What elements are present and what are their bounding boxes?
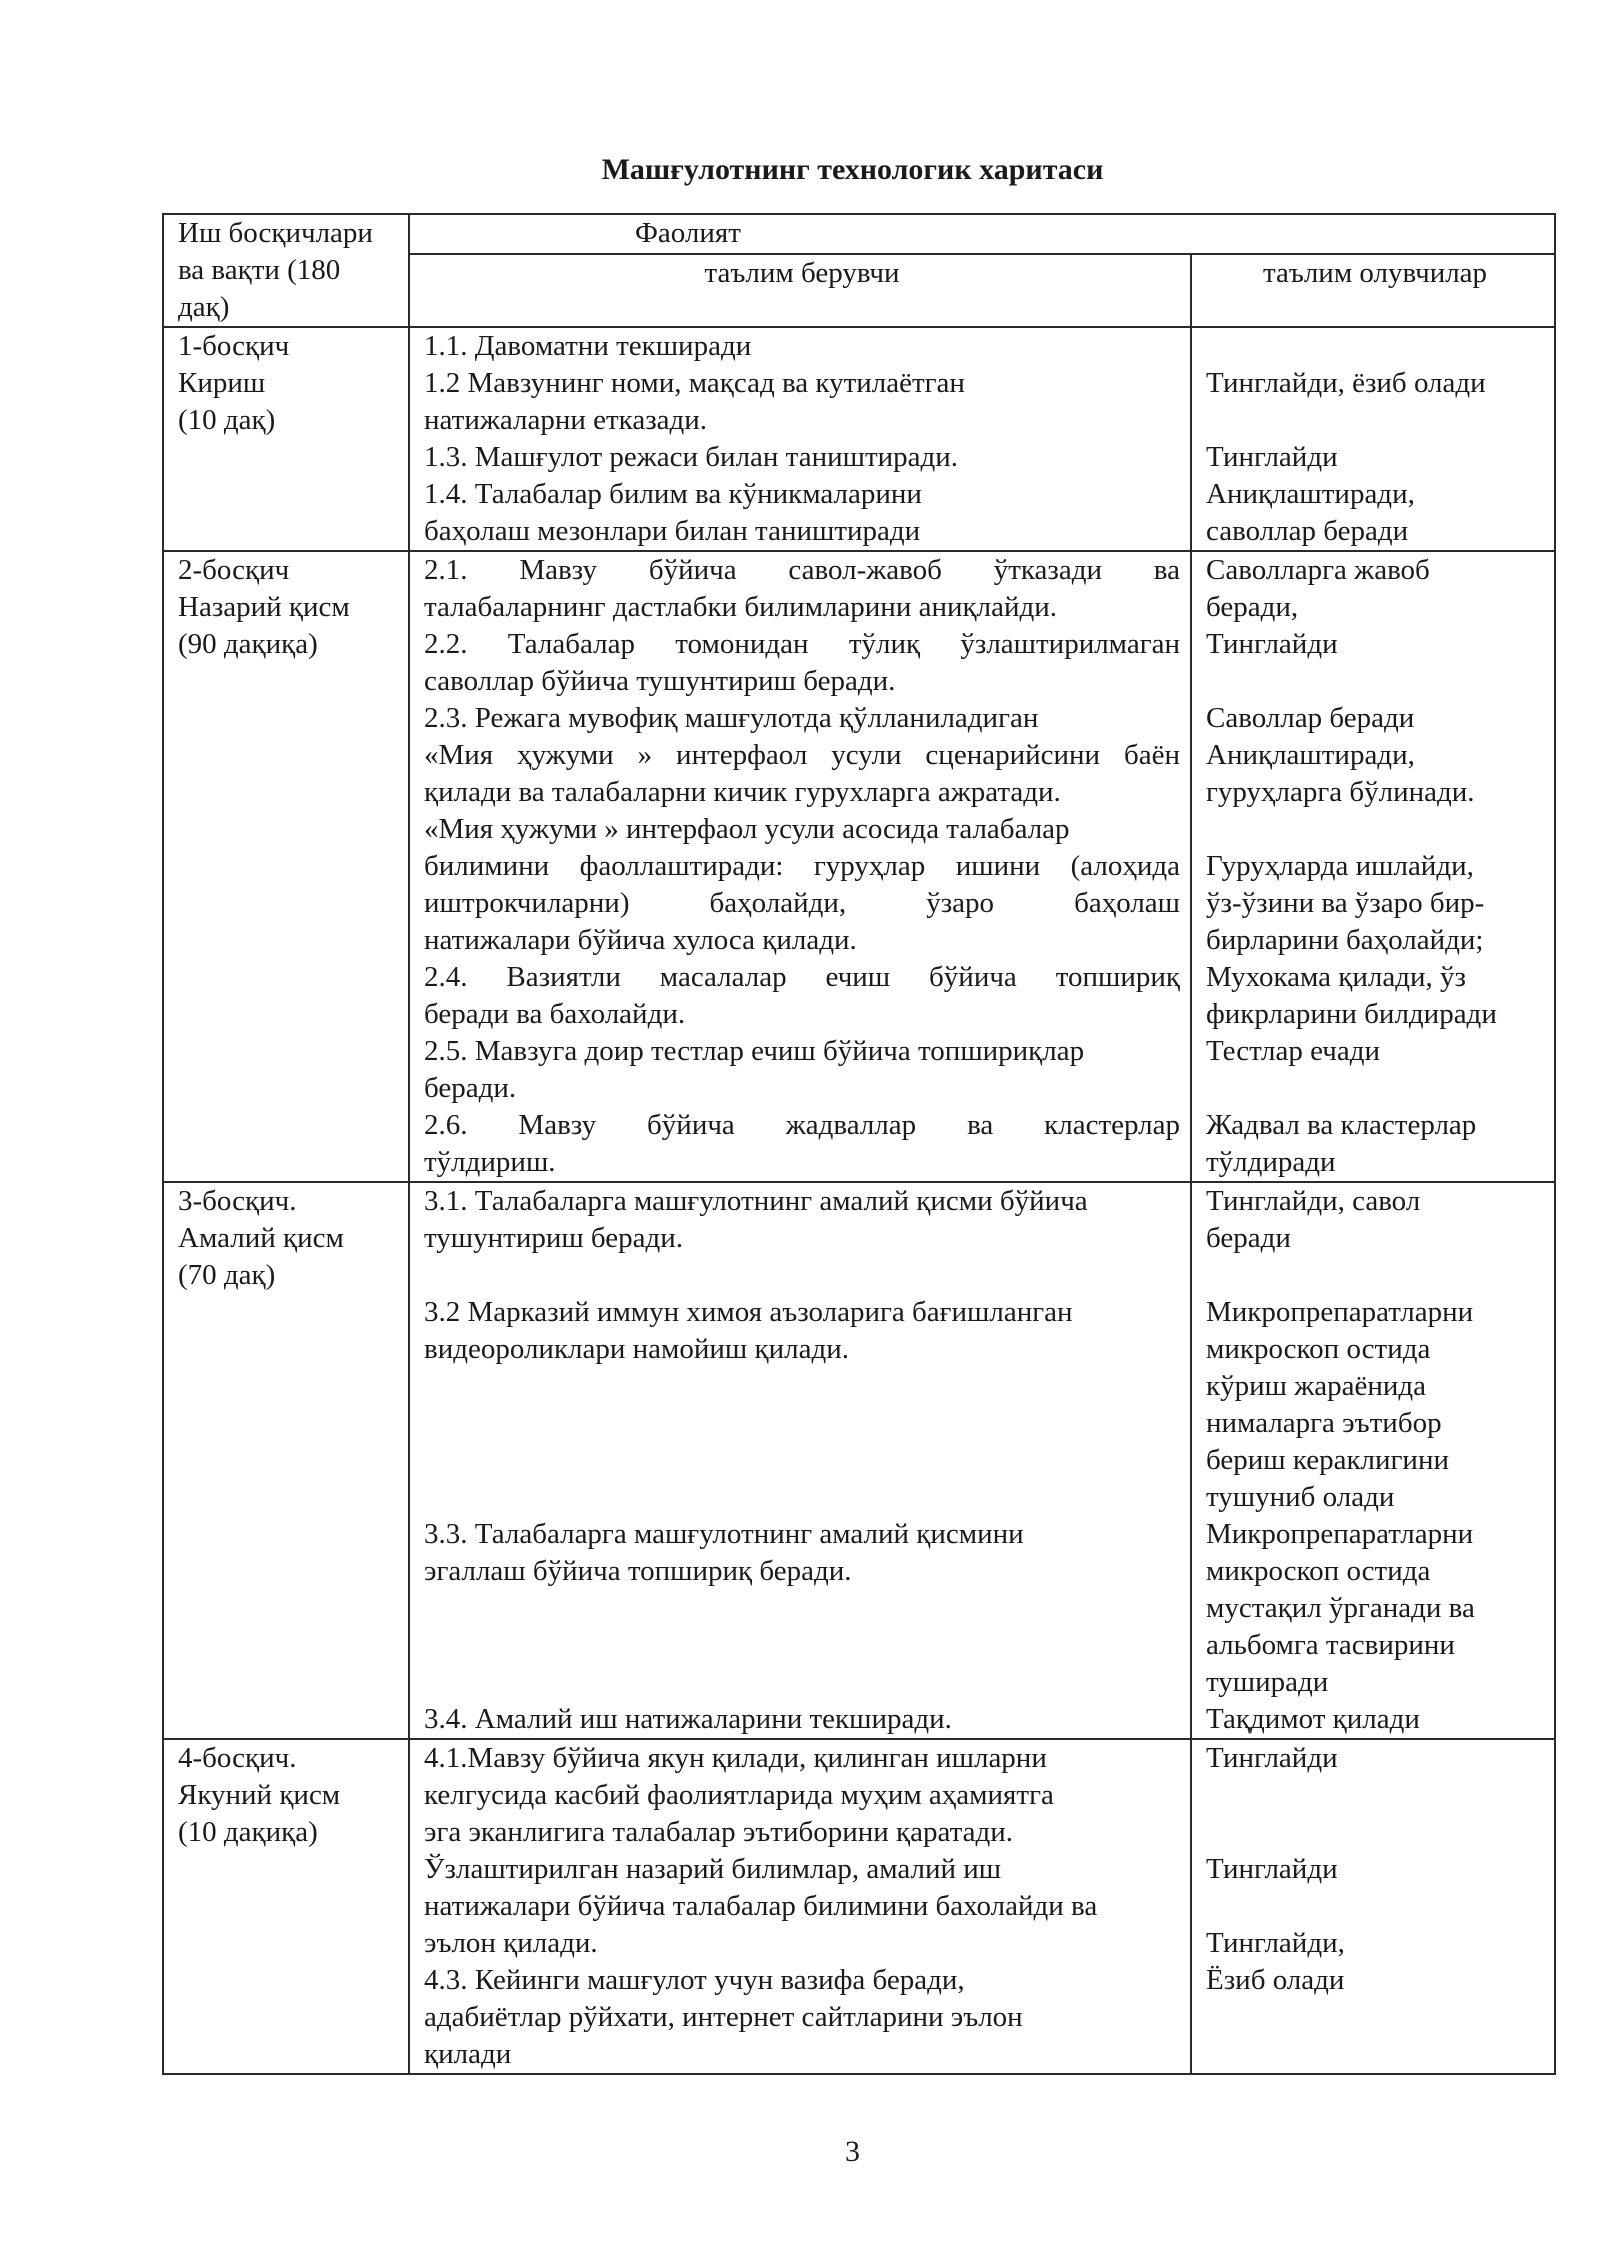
students-line: Аниқлаштиради, bbox=[1206, 739, 1415, 771]
stage-row-2 bbox=[163, 551, 1555, 1182]
students-line: микроскоп остида bbox=[1206, 1333, 1431, 1365]
teacher-line: 2.1. Мавзу бўйича савол-жавоб ўтказади ва bbox=[424, 554, 1180, 586]
teacher-line: қилади ва талабаларни кичик гурухларга ажратади. bbox=[424, 776, 1061, 808]
stage-cell bbox=[163, 327, 409, 551]
teacher-line: иштрокчиларни) баҳолайди, ўзаро баҳолаш bbox=[424, 887, 1180, 919]
students-cell bbox=[1191, 1739, 1555, 2074]
students-line: туширади bbox=[1206, 1666, 1329, 1698]
header-stage-line: ва вақти (180 bbox=[178, 254, 341, 286]
students-line: тушуниб олади bbox=[1206, 1481, 1395, 1513]
students-line: Саволларга жавоб bbox=[1206, 554, 1430, 586]
teacher-line bbox=[424, 1664, 1180, 1701]
teacher-cell bbox=[409, 1182, 1191, 1739]
stage-line: 4-босқич. bbox=[178, 1742, 297, 1774]
students-cell bbox=[1191, 551, 1555, 1182]
teacher-line: натижалари бўйича хулоса қилади. bbox=[424, 924, 857, 956]
teacher-line: 3.2 Марказий иммун химоя аъзоларига бағишланган bbox=[424, 1296, 1073, 1328]
teacher-line: «Мия ҳужуми » интерфаол усули сценарийсини баён bbox=[424, 739, 1180, 771]
students-line bbox=[1206, 2036, 1544, 2073]
teacher-line: 3.1. Талабаларга машғулотнинг амалий қисми бўйича bbox=[424, 1185, 1088, 1217]
stage-line: 3-босқич. bbox=[178, 1185, 297, 1217]
students-line bbox=[1206, 328, 1544, 365]
students-line bbox=[1206, 663, 1544, 700]
students-line: саволлар беради bbox=[1206, 515, 1409, 547]
page-title: Машғулотнинг технологик харитаси bbox=[601, 153, 1104, 186]
students-line bbox=[1206, 811, 1544, 848]
teacher-line: беради ва бахолайди. bbox=[424, 998, 686, 1030]
students-line bbox=[1206, 1070, 1544, 1107]
teacher-line: билимини фаоллаштиради: гуруҳлар ишини (алоҳида bbox=[424, 850, 1180, 882]
header-stage-line: дақ) bbox=[178, 291, 230, 323]
students-line: Мухокама қилади, ўз bbox=[1206, 961, 1466, 993]
stage-line: Кириш bbox=[178, 367, 266, 399]
students-line: Ёзиб олади bbox=[1206, 1964, 1345, 1996]
teacher-line bbox=[424, 1257, 1180, 1294]
stage-row-3 bbox=[163, 1182, 1555, 1739]
students-line: ўз-ўзини ва ўзаро бир- bbox=[1206, 887, 1485, 919]
teacher-line: талабаларнинг дастлабки билимларини аниқлайди. bbox=[424, 591, 1057, 623]
stage-line: Назарий қисм bbox=[178, 591, 350, 623]
stage-line: 2-босқич bbox=[178, 554, 290, 586]
teacher-line: тўлдириш. bbox=[424, 1146, 556, 1178]
teacher-line: «Мия ҳужуми » интерфаол усули асосида талабалар bbox=[424, 813, 1070, 845]
teacher-line: 2.5. Мавзуга доир тестлар ечиш бўйича топшириқлар bbox=[424, 1035, 1085, 1067]
students-line bbox=[1206, 1888, 1544, 1925]
stage-line: (70 дақ) bbox=[178, 1259, 276, 1291]
teacher-line: тушунтириш беради. bbox=[424, 1222, 684, 1254]
students-line: Саволлар беради bbox=[1206, 702, 1415, 734]
students-line: Тестлар ечади bbox=[1206, 1035, 1380, 1067]
students-line: мустақил ўрганади ва bbox=[1206, 1592, 1475, 1624]
teacher-line: 2.4. Вазиятли масалалар ечиш бўйича топшириқ bbox=[424, 961, 1180, 993]
teacher-line: саволлар бўйича тушунтириш беради. bbox=[424, 665, 896, 697]
teacher-line: беради. bbox=[424, 1072, 517, 1104]
students-line: беради bbox=[1206, 1222, 1291, 1254]
students-line bbox=[1206, 1777, 1544, 1814]
students-line: микроскоп остида bbox=[1206, 1555, 1431, 1587]
header-stage-line: Иш босқичлари bbox=[178, 217, 373, 249]
teacher-line: натижалари бўйича талабалар билимини бахолайди ва bbox=[424, 1890, 1098, 1922]
teacher-line: видеороликлари намойиш қилади. bbox=[424, 1333, 849, 1365]
students-line: Тақдимот қилади bbox=[1206, 1703, 1420, 1735]
students-line: Микропрепаратларни bbox=[1206, 1518, 1474, 1550]
students-line: беради, bbox=[1206, 591, 1299, 623]
students-line: Тинглайди, ёзиб олади bbox=[1206, 367, 1486, 399]
teacher-line: эълон қилади. bbox=[424, 1927, 598, 1959]
students-line: фикрларини билдиради bbox=[1206, 998, 1497, 1030]
teacher-line: 4.3. Кейинги машғулот учун вазифа беради, bbox=[424, 1964, 965, 1996]
teacher-line: 1.3. Машғулот режаси билан таништиради. bbox=[424, 441, 959, 473]
header-activity: Фаолият bbox=[409, 214, 1555, 254]
teacher-line: адабиётлар рўйхати, интернет сайтларини эълон bbox=[424, 2001, 1023, 2033]
students-line bbox=[1206, 1257, 1544, 1294]
teacher-line bbox=[424, 1590, 1180, 1627]
teacher-line: эга эканлигига талабалар эътиборини қаратади. bbox=[424, 1816, 1014, 1848]
teacher-line: Ўзлаштирилган назарий билимлар, амалий иш bbox=[424, 1853, 1002, 1885]
students-line: Тинглайди, савол bbox=[1206, 1185, 1421, 1217]
teacher-line bbox=[424, 1479, 1180, 1516]
students-line: кўриш жараёнида bbox=[1206, 1370, 1427, 1402]
students-line bbox=[1206, 1814, 1544, 1851]
teacher-line: 2.2. Талабалар томонидан тўлиқ ўзлаштирилмаган bbox=[424, 628, 1180, 660]
teacher-line bbox=[424, 1405, 1180, 1442]
teacher-line: 3.3. Талабаларга машғулотнинг амалий қисмини bbox=[424, 1518, 1024, 1550]
students-line: бирларини баҳолайди; bbox=[1206, 924, 1484, 956]
students-line: тўлдиради bbox=[1206, 1146, 1336, 1178]
students-line: альбомга тасвирини bbox=[1206, 1629, 1455, 1661]
students-line: Тинглайди, bbox=[1206, 1927, 1345, 1959]
students-line: Тинглайди bbox=[1206, 628, 1338, 660]
page-number: 3 bbox=[845, 2135, 860, 2168]
teacher-line bbox=[424, 1627, 1180, 1664]
teacher-line: 1.4. Талабалар билим ва кўникмаларини bbox=[424, 478, 922, 510]
teacher-line bbox=[424, 1368, 1180, 1405]
teacher-cell bbox=[409, 1739, 1191, 2074]
stage-cell bbox=[163, 1739, 409, 2074]
technology-map-table bbox=[162, 213, 1556, 2075]
stage-row-4 bbox=[163, 1739, 1555, 2074]
teacher-line: 1.1. Давоматни текширади bbox=[424, 330, 752, 362]
teacher-line: 4.1.Мавзу бўйича якун қилади, қилинган ишларни bbox=[424, 1742, 1047, 1774]
teacher-line: 2.6. Мавзу бўйича жадваллар ва кластерлар bbox=[424, 1109, 1180, 1141]
header-students: таълим олувчилар bbox=[1191, 254, 1555, 327]
stage-line: 1-босқич bbox=[178, 330, 290, 362]
teacher-line: эгаллаш бўйича топшириқ беради. bbox=[424, 1555, 852, 1587]
stage-cell bbox=[163, 551, 409, 1182]
teacher-line: қилади bbox=[424, 2038, 512, 2070]
students-line: бериш кераклигини bbox=[1206, 1444, 1449, 1476]
stage-line: (10 дақ) bbox=[178, 404, 276, 436]
stage-line: Якуний қисм bbox=[178, 1779, 341, 1811]
teacher-line: баҳолаш мезонлари билан таништиради bbox=[424, 515, 921, 547]
students-line bbox=[1206, 402, 1544, 439]
teacher-cell bbox=[409, 551, 1191, 1182]
stage-row-1 bbox=[163, 327, 1555, 551]
teacher-line bbox=[424, 1442, 1180, 1479]
students-line: Тинглайди bbox=[1206, 1853, 1338, 1885]
stage-line: (90 дақиқа) bbox=[178, 628, 318, 660]
students-line: Жадвал ва кластерлар bbox=[1206, 1109, 1477, 1141]
stage-line: Амалий қисм bbox=[178, 1222, 344, 1254]
teacher-line: келгусида касбий фаолиятларида муҳим аҳамиятга bbox=[424, 1779, 1054, 1811]
teacher-cell bbox=[409, 327, 1191, 551]
teacher-line: 2.3. Режага мувофиқ машғулотда қўлланиладиган bbox=[424, 702, 1039, 734]
students-line: Тинглайди bbox=[1206, 1742, 1338, 1774]
students-line: нималарга эътибор bbox=[1206, 1407, 1442, 1439]
header-teacher: таълим берувчи bbox=[409, 254, 1191, 327]
students-line: гуруҳларга бўлинади. bbox=[1206, 776, 1475, 808]
teacher-line: 3.4. Амалий иш натижаларини текширади. bbox=[424, 1703, 952, 1735]
teacher-line: 1.2 Мавзунинг номи, мақсад ва кутилаётган bbox=[424, 367, 965, 399]
stage-cell bbox=[163, 1182, 409, 1739]
students-cell bbox=[1191, 1182, 1555, 1739]
students-line: Микропрепаратларни bbox=[1206, 1296, 1474, 1328]
header-stage-cell bbox=[163, 214, 409, 327]
students-line: Тинглайди bbox=[1206, 441, 1338, 473]
header-row-1 bbox=[163, 214, 1555, 254]
stage-line: (10 дақиқа) bbox=[178, 1816, 318, 1848]
students-line bbox=[1206, 1999, 1544, 2036]
students-line: Гуруҳларда ишлайди, bbox=[1206, 850, 1474, 882]
students-line: Аниқлаштиради, bbox=[1206, 478, 1415, 510]
teacher-line: натижаларни етказади. bbox=[424, 404, 708, 436]
students-cell bbox=[1191, 327, 1555, 551]
